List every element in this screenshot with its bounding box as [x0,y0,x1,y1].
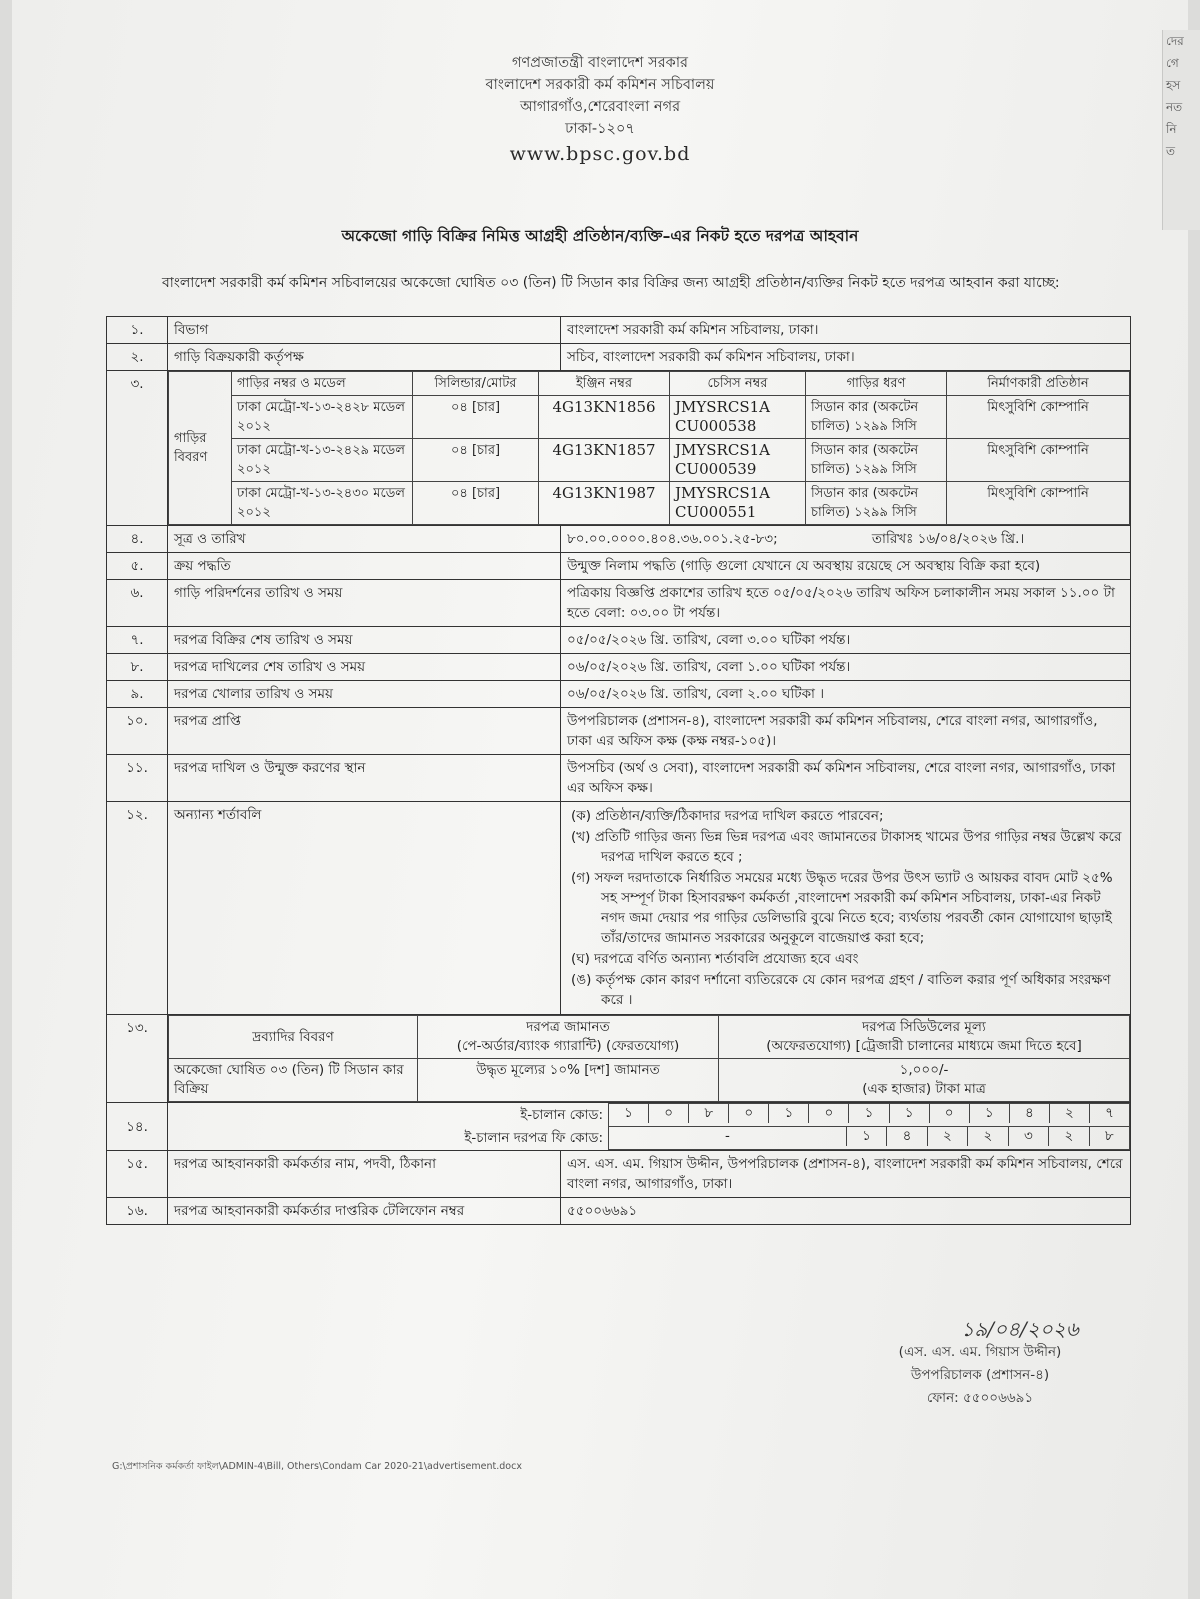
office-city: ঢাকা-১২০৭ [565,121,635,137]
fee-table: দ্রব্যাদির বিবরণ দরপত্র জামানত (পে-অর্ডার/ব্যাংক গ্যারান্টি) (ফেরতযোগ্য) দরপত্র সিডিউলের মূল্য (অফেরতযোগ্য) [ট্রেজারী চালানের মাধ্যমে জমা দিতে হবে] অকেজো ঘোষিত ০৩ (তিন) টি সিডান কার বিক্রিয় উদ্ধৃত মূল্যের ১০% [দশ] জামানত ১,০০০/- (এক হাজার) টাকা মাত্র [168,1015,1130,1102]
table-row: ৮. দরপত্র দাখিলের শেষ তারিখ ও সময় ০৬/০৫/২০২৬ খ্রি. তারিখ, বেলা ১.০০ ঘটিকা পর্যন্ত। [107,654,1131,681]
condition-item: (ক) প্রতিষ্ঠান/ব্যক্তি/ঠিকাদার দরপত্র দাখিল করতে পারবেন; [571,808,884,824]
table-row-challan: ১৪. ই-চালান কোড: ১ ০ ৮ ০ ১ ০ ১ ১ ০ ১ ৪ ২ ৭ ই-চালান দরপত্র ফি কোড: - ১ ৪ ২ ২ ৩ ২ ৮ [107,1103,1131,1151]
signatory-name: (এস. এস. এম. গিয়াস উদ্দীন) [898,1344,1062,1360]
table-row: ৭. দরপত্র বিক্রির শেষ তারিখ ও সময় ০৫/০৫/২০২৬ খ্রি. তারিখ, বেলা ৩.০০ ঘটিকা পর্যন্ত। [107,627,1131,654]
signatory-designation: উপপরিচালক (প্রশাসন-৪) [910,1367,1050,1383]
fee-item: অকেজো ঘোষিত ০৩ (তিন) টি সিডান কার বিক্রিয় [169,1059,418,1102]
letterhead [0,52,1200,165]
reference-date: তারিখঃ ১৬/০৪/২০২৬ খ্রি.। [871,531,1025,547]
table-row: ৪. সূত্র ও তারিখ ৮০.০০.০০০০.৪০৪.৩৬.০০১.২৫-৮৩; তারিখঃ ১৬/০৪/২০২৬ খ্রি.। [107,526,1131,553]
govt-name: গণপ্রজাতন্ত্রী বাংলাদেশ সরকার [511,55,688,71]
vehicle-label: গাড়ির বিবরণ [169,372,232,525]
table-row-conditions: ১২. অন্যান্য শর্তাবলি (ক) প্রতিষ্ঠান/ব্যক্তি/ঠিকাদার দরপত্র দাখিল করতে পারবেন; (খ) প্রতিটি গাড়ির জন্য ভিন্ন ভিন্ন দরপত্র এবং জামানতের টাকাসহ খামের উপর গাড়ির নম্বর উল্লেখ করে দরপত্র দাখিল করতে হবে ; (গ) সফল দরদাতাকে নির্ধারিত সময়ের মধ্যে উদ্ধৃত দরের উপর উৎস ভ্যাট ও আয়কর বাবদ মোট ২৫% সহ সম্পূর্ণ টাকা হিসাবরক্ষণ কর্মকর্তা ,বাংলাদেশ সরকারী কর্ম কমিশন সচিবালয়, ঢাকা-এর নিকট নগদ জমা দেয়ার পর গাড়ির ডেলিভারি বুঝে নিতে হবে; ব্যর্থতায় পরবর্তী কোন যোগাযোগ ছাড়াই তাঁর/তাদের জামানত সরকারের অনুকূলে বাজেয়াপ্ত করা হবে; (ঘ) দরপত্রে বর্ণিত অন্যান্য শর্তাবলি প্রযোজ্য হবে এবং (ঙ) কর্তৃপক্ষ কোন কারণ দর্শানো ব্যতিরেকে যে কোন দরপত্র গ্রহণ / বাতিল করার পূর্ণ অধিকার সংরক্ষণ করে । [107,802,1131,1015]
table-row: ৫. ক্রয় পদ্ধতি উন্মুক্ত নিলাম পদ্ধতি (গাড়ি গুলো যেখানে যে অবস্থায় রয়েছে সে অবস্থায় বিক্রি করা হবে) [107,553,1131,580]
tender-table [106,316,1131,1225]
file-path: G:\প্রশাসনিক কর্মকর্তা ফাইল\ADMIN-4\Bill, Others\Condam Car 2020-21\advertisement.docx [112,1461,522,1472]
table-row: ৯. দরপত্র খোলার তারিখ ও সময় ০৬/০৫/২০২৬ খ্রি. তারিখ, বেলা ২.০০ ঘটিকা । [107,681,1131,708]
table-row: ১০. দরপত্র প্রাপ্তি উপপরিচালক (প্রশাসন-৪), বাংলাদেশ সরকারী কর্ম কমিশন সচিবালয়, শেরে বাংলা নগর, আগারগাঁও, ঢাকা এর অফিস কক্ষ (কক্ষ নম্বর-১০৫)। [107,708,1131,755]
signatory-phone: ফোন: ৫৫০০৬৬৯১ [926,1390,1034,1406]
table-row: ১৬. দরপত্র আহবানকারী কর্মকর্তার দাপ্তরিক টেলিফোন নম্বর ৫৫০০৬৬৯১ [107,1198,1131,1225]
table-row: ১১. দরপত্র দাখিল ও উন্মুক্ত করণের স্থান উপসচিব (অর্থ ও সেবা), বাংলাদেশ সরকারী কর্ম কমিশন সচিবালয়, শেরে বাংলা নগর, আগারগাঁও, ঢাকা এর অফিস কক্ষ। [107,755,1131,802]
condition-item: (গ) সফল দরদাতাকে নির্ধারিত সময়ের মধ্যে উদ্ধৃত দরের উপর উৎস ভ্যাট ও আয়কর বাবদ মোট ২৫% সহ সম্পূর্ণ টাকা হিসাবরক্ষণ কর্মকর্তা ,বাংলাদেশ সরকারী কর্ম কমিশন সচিবালয়, ঢাকা-এর নিকট নগদ জমা দেয়ার পর গাড়ির ডেলিভারি বুঝে নিতে হবে; ব্যর্থতায় পরবর্তী কোন যোগাযোগ ছাড়াই তাঁর/তাদের জামানত সরকারের অনুকূলে বাজেয়াপ্ত করা হবে; [571,870,1113,946]
office-address: আগারগাঁও,শেরেবাংলা নগর [519,99,681,115]
table-row: ১৫. দরপত্র আহবানকারী কর্মকর্তার নাম, পদবী, ঠিকানা এস. এস. এম. গিয়াস উদ্দীন, উপপরিচালক (প্রশাসন-৪), বাংলাদেশ সরকারী কর্ম কমিশন সচিবালয়, শেরে বাংলা নগর, আগারগাঁও, ঢাকা। [107,1151,1131,1198]
challan-code-digits: ১ ০ ৮ ০ ১ ০ ১ ১ ০ ১ ৪ ২ ৭ [609,1104,1129,1123]
vehicle-table [168,371,1130,525]
security-amount: উদ্ধৃত মূল্যের ১০% [দশ] জামানত [418,1059,719,1102]
vehicle-header-row: গাড়ির বিবরণ গাড়ির নম্বর ও মডেল সিলিন্ডার/মোটর ইঞ্জিন নম্বর চেসিস নম্বর গাড়ির ধরণ নির্মাণকারী প্রতিষ্ঠান [169,372,1130,396]
vehicle-row: ঢাকা মেট্রো-খ-১৩-২৪২৮ মডেল ২০১২ ০৪ [চার] 4G13KN1856 JMYSRCS1A CU000538 সিডান কার (অকটেন চালিত) ১২৯৯ সিসি মিৎসুবিশি কোম্পানি [169,396,1130,439]
fee-amount: ১,০০০/- [899,1062,949,1078]
fee-amount-words: (এক হাজার) টাকা মাত্র [862,1081,986,1097]
condition-item: (ঘ) দরপত্রে বর্ণিত অন্যান্য শর্তাবলি প্রযোজ্য হবে এবং [571,951,859,967]
table-row: ২. গাড়ি বিক্রয়কারী কর্তৃপক্ষ সচিব, বাংলাদেশ সরকারী কর্ম কমিশন সচিবালয়, ঢাকা। [107,344,1131,371]
vehicle-row: ঢাকা মেট্রো-খ-১৩-২৪২৯ মডেল ২০১২ ০৪ [চার] 4G13KN1857 JMYSRCS1A CU000539 সিডান কার (অকটেন চালিত) ১২৯৯ সিসি মিৎসুবিশি কোম্পানি [169,439,1130,482]
table-row-vehicles: ৩. গাড়ির বিবরণ গাড়ির নম্বর ও মডেল সিলিন্ডার/মোটর ইঞ্জিন নম্বর চেসিস নম্বর গাড়ির ধরণ নির্মাণকারী প্রতিষ্ঠান ঢাকা মেট্রো-খ-১৩-২৪২৮ মডেল ২০১২ ০৪ [চার] 4G13KN1856 JMYSRCS1A CU000538 সিডান কার (অকটেন চালিত) ১২৯৯ সিসি মিৎসুবিশি কোম্পানি ঢাকা মেট্রো-খ-১৩-২৪২৯ মডেল ২০১২ ০৪ [চার] 4G13KN1857 JMYSRCS1A CU000539 সিডান কার (অকটেন চালিত) ১২৯৯ সিসি মিৎসুবিশি কোম্পানি ঢাকা মেট্রো-খ-১৩-২৪৩০ মডেল ২০১২ ০৪ [চার] 4G13KN1987 JMYSRCS1A CU000551 সিডান কার (অকটেন চালিত) ১২৯৯ সিসি মিৎসুবিশি কোম্পানি [107,371,1131,526]
condition-item: (ঙ) কর্তৃপক্ষ কোন কারণ দর্শানো ব্যতিরেকে যে কোন দরপত্র গ্রহণ / বাতিল করার পূর্ণ অধিকার সংরক্ষণ করে । [571,972,1111,1008]
website: www.bpsc.gov.bd [509,143,691,165]
notice-title: অকেজো গাড়ি বিক্রির নিমিত্ত আগ্রহী প্রতিষ্ঠান/ব্যক্তি–এর নিকট হতে দরপত্র আহবান [341,227,859,245]
challan-fee-code-digits: - ১ ৪ ২ ২ ৩ ২ ৮ [609,1127,1129,1146]
reference-number: ৮০.০০.০০০০.৪০৪.৩৬.০০১.২৫-৮৩; [567,531,778,547]
vehicle-row: ঢাকা মেট্রো-খ-১৩-২৪৩০ মডেল ২০১২ ০৪ [চার] 4G13KN1987 JMYSRCS1A CU000551 সিডান কার (অকটেন চালিত) ১২৯৯ সিসি মিৎসুবিশি কোম্পানি [169,482,1130,525]
condition-item: (খ) প্রতিটি গাড়ির জন্য ভিন্ন ভিন্ন দরপত্র এবং জামানতের টাকাসহ খামের উপর গাড়ির নম্বর উল্লেখ করে দরপত্র দাখিল করতে হবে ; [571,829,1122,865]
conditions-list [561,802,1131,1015]
handwritten-signature: ১৯/০৪/২০২৬ [961,1317,1079,1341]
table-row: ৬. গাড়ি পরিদর্শনের তারিখ ও সময় পত্রিকায় বিজ্ঞপ্তি প্রকাশের তারিখ হতে ০৫/০৫/২০২৬ তারিখ অফিস চলাকালীন সময় সকাল ১১.০০ টা হতে বেলা: ০৩.০০ টা পর্যন্ত। [107,580,1131,627]
challan-code-label: ই-চালান কোড: [520,1106,603,1123]
challan-table [168,1103,1130,1150]
table-row-fees: ১৩. দ্রব্যাদির বিবরণ দরপত্র জামানত (পে-অর্ডার/ব্যাংক গ্যারান্টি) (ফেরতযোগ্য) দরপত্র সিডিউলের মূল্য (অফেরতযোগ্য) [ট্রেজারী চালানের মাধ্যমে জমা দিতে হবে] অকেজো ঘোষিত ০৩ (তিন) টি সিডান কার বিক্রিয় উদ্ধৃত মূল্যের ১০% [দশ] জামানত ১,০০০/- (এক হাজার) টাকা মাত্র [107,1015,1131,1103]
intro-paragraph: বাংলাদেশ সরকারী কর্ম কমিশন সচিবালয়ের অকেজো ঘোষিত ০৩ (তিন) টি সিডান কার বিক্রির জন্য আগ্রহী প্রতিষ্ঠান/ব্যক্তির নিকট হতে দরপত্র আহবান করা যাচ্ছে: [162,275,1060,291]
adjacent-page-edge: দের গে হস নত নি ত [1162,30,1200,230]
table-row: ১. বিভাগ বাংলাদেশ সরকারী কর্ম কমিশন সচিবালয়, ঢাকা। [107,317,1131,344]
challan-fee-code-label: ই-চালান দরপত্র ফি কোড: [464,1129,603,1146]
office-name: বাংলাদেশ সরকারী কর্ম কমিশন সচিবালয় [485,77,715,93]
signature-block [870,1318,1090,1410]
